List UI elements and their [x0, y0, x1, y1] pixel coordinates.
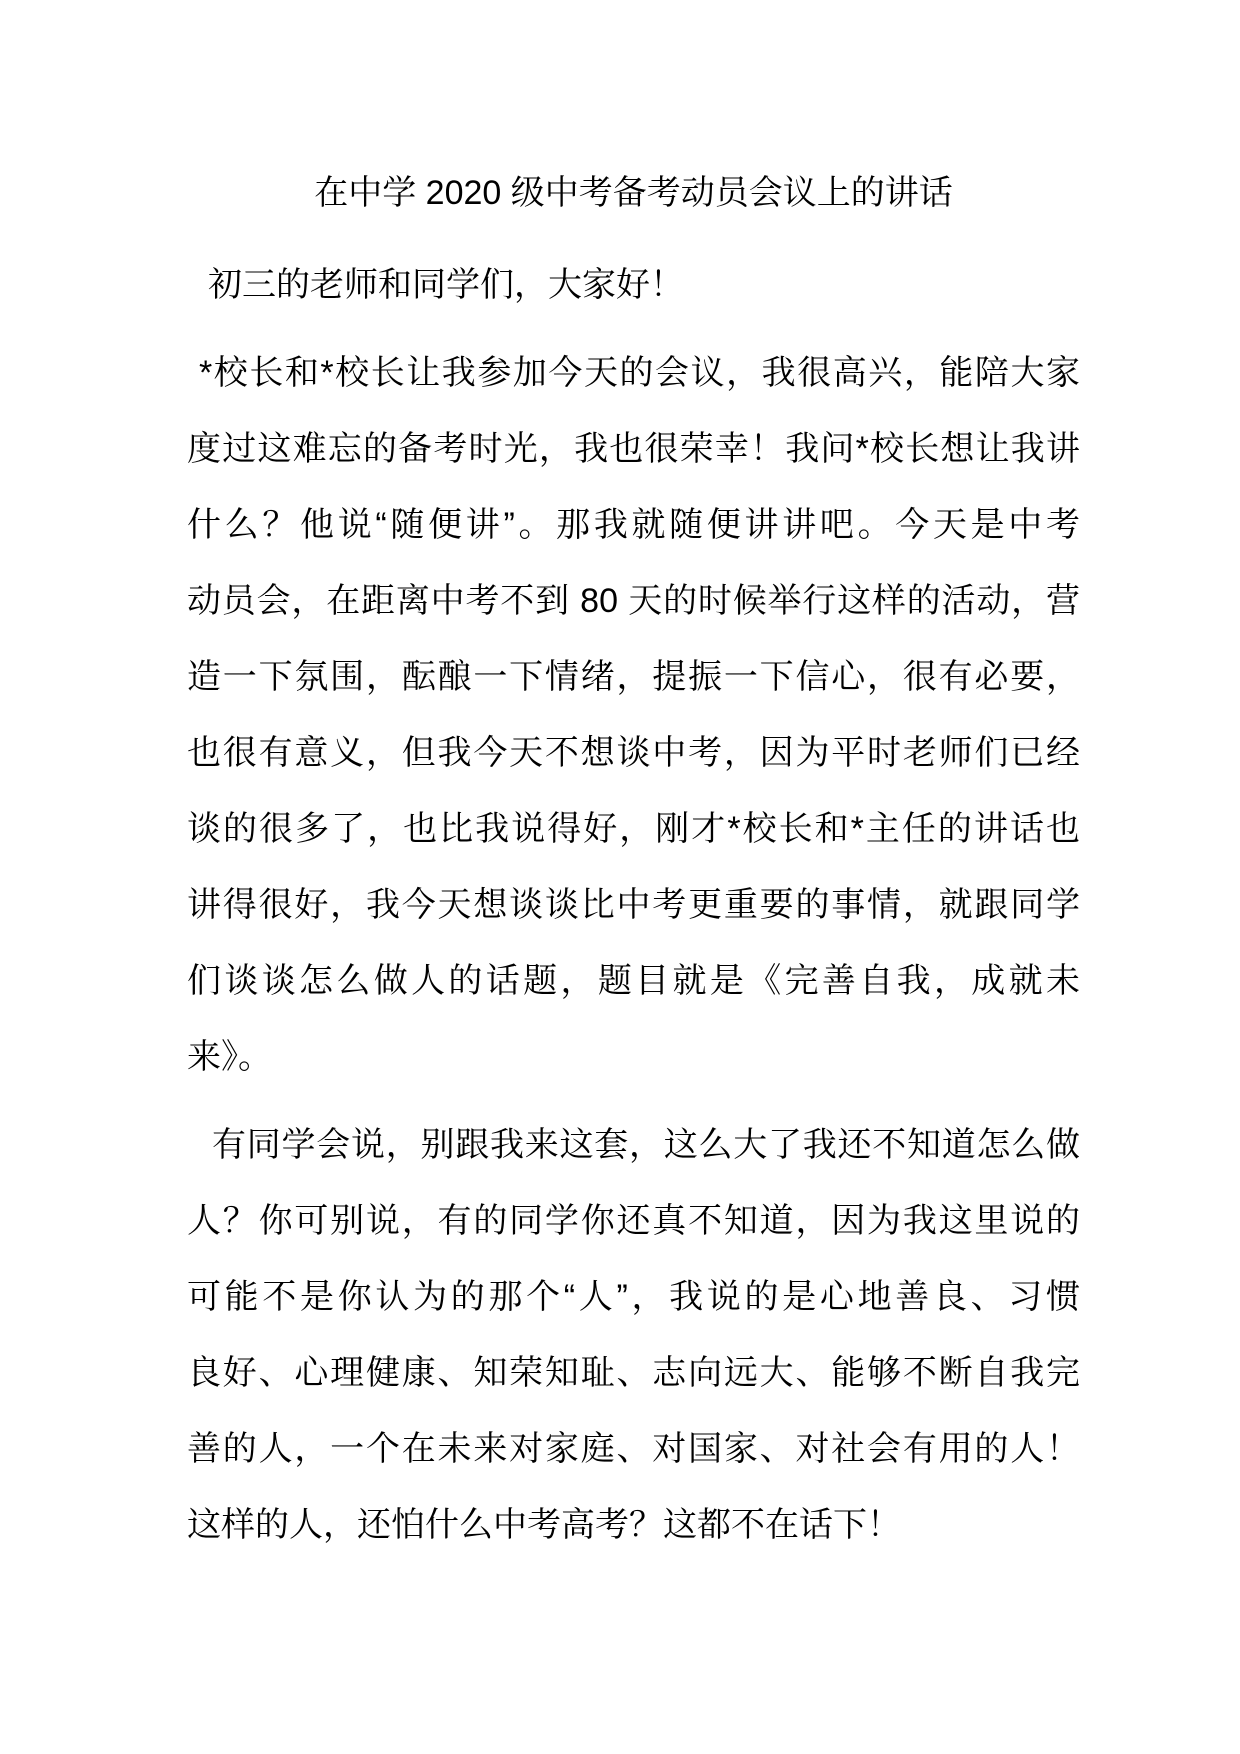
- text-line: *校长和*校长让我参加今天的会议，我很高兴，能陪大家: [199, 354, 1080, 392]
- text-line: 讲得很好，我今天想谈谈比中考更重要的事情，就跟同学: [187, 886, 1080, 924]
- text-line: 们谈谈怎么做人的话题，题目就是《完善自我，成就未: [187, 962, 1080, 1000]
- paragraph: [187, 247, 1080, 323]
- text-line: 谈的很多了，也比我说得好，刚才*校长和*主任的讲话也: [187, 810, 1080, 848]
- paragraph: [187, 335, 1080, 1095]
- text-line: 来》。: [187, 1038, 272, 1076]
- text-line: 人？你可别说，有的同学你还真不知道，因为我这里说的: [187, 1202, 1080, 1240]
- page-title: 在中学 2020 级中考备考动员会议上的讲话: [314, 174, 953, 212]
- paragraph: [187, 1107, 1080, 1563]
- text-line: 可能不是你认为的那个“人”，我说的是心地善良、习惯: [187, 1278, 1080, 1316]
- text-line: 也很有意义，但我今天不想谈中考，因为平时老师们已经: [187, 734, 1080, 772]
- text-line: 造一下氛围，酝酿一下情绪，提振一下信心，很有必要，: [187, 658, 1080, 696]
- text-line: 这样的人，还怕什么中考高考？这都不在话下！: [187, 1506, 901, 1544]
- text-line: 善的人，一个在未来对家庭、对国家、对社会有用的人！: [187, 1430, 1080, 1468]
- text-line: 什么？他说“随便讲”。那我就随便讲讲吧。今天是中考: [187, 506, 1080, 544]
- text-line: 有同学会说，别跟我来这套，这么大了我还不知道怎么做: [212, 1126, 1080, 1164]
- text-line: 度过这难忘的备考时光，我也很荣幸！我问*校长想让我讲: [187, 430, 1080, 468]
- text-line: 良好、心理健康、知荣知耻、志向远大、能够不断自我完: [187, 1354, 1080, 1392]
- text-line: 初三的老师和同学们，大家好！: [208, 266, 684, 304]
- text-line: 动员会，在距离中考不到 80 天的时候举行这样的活动，营: [187, 582, 1080, 620]
